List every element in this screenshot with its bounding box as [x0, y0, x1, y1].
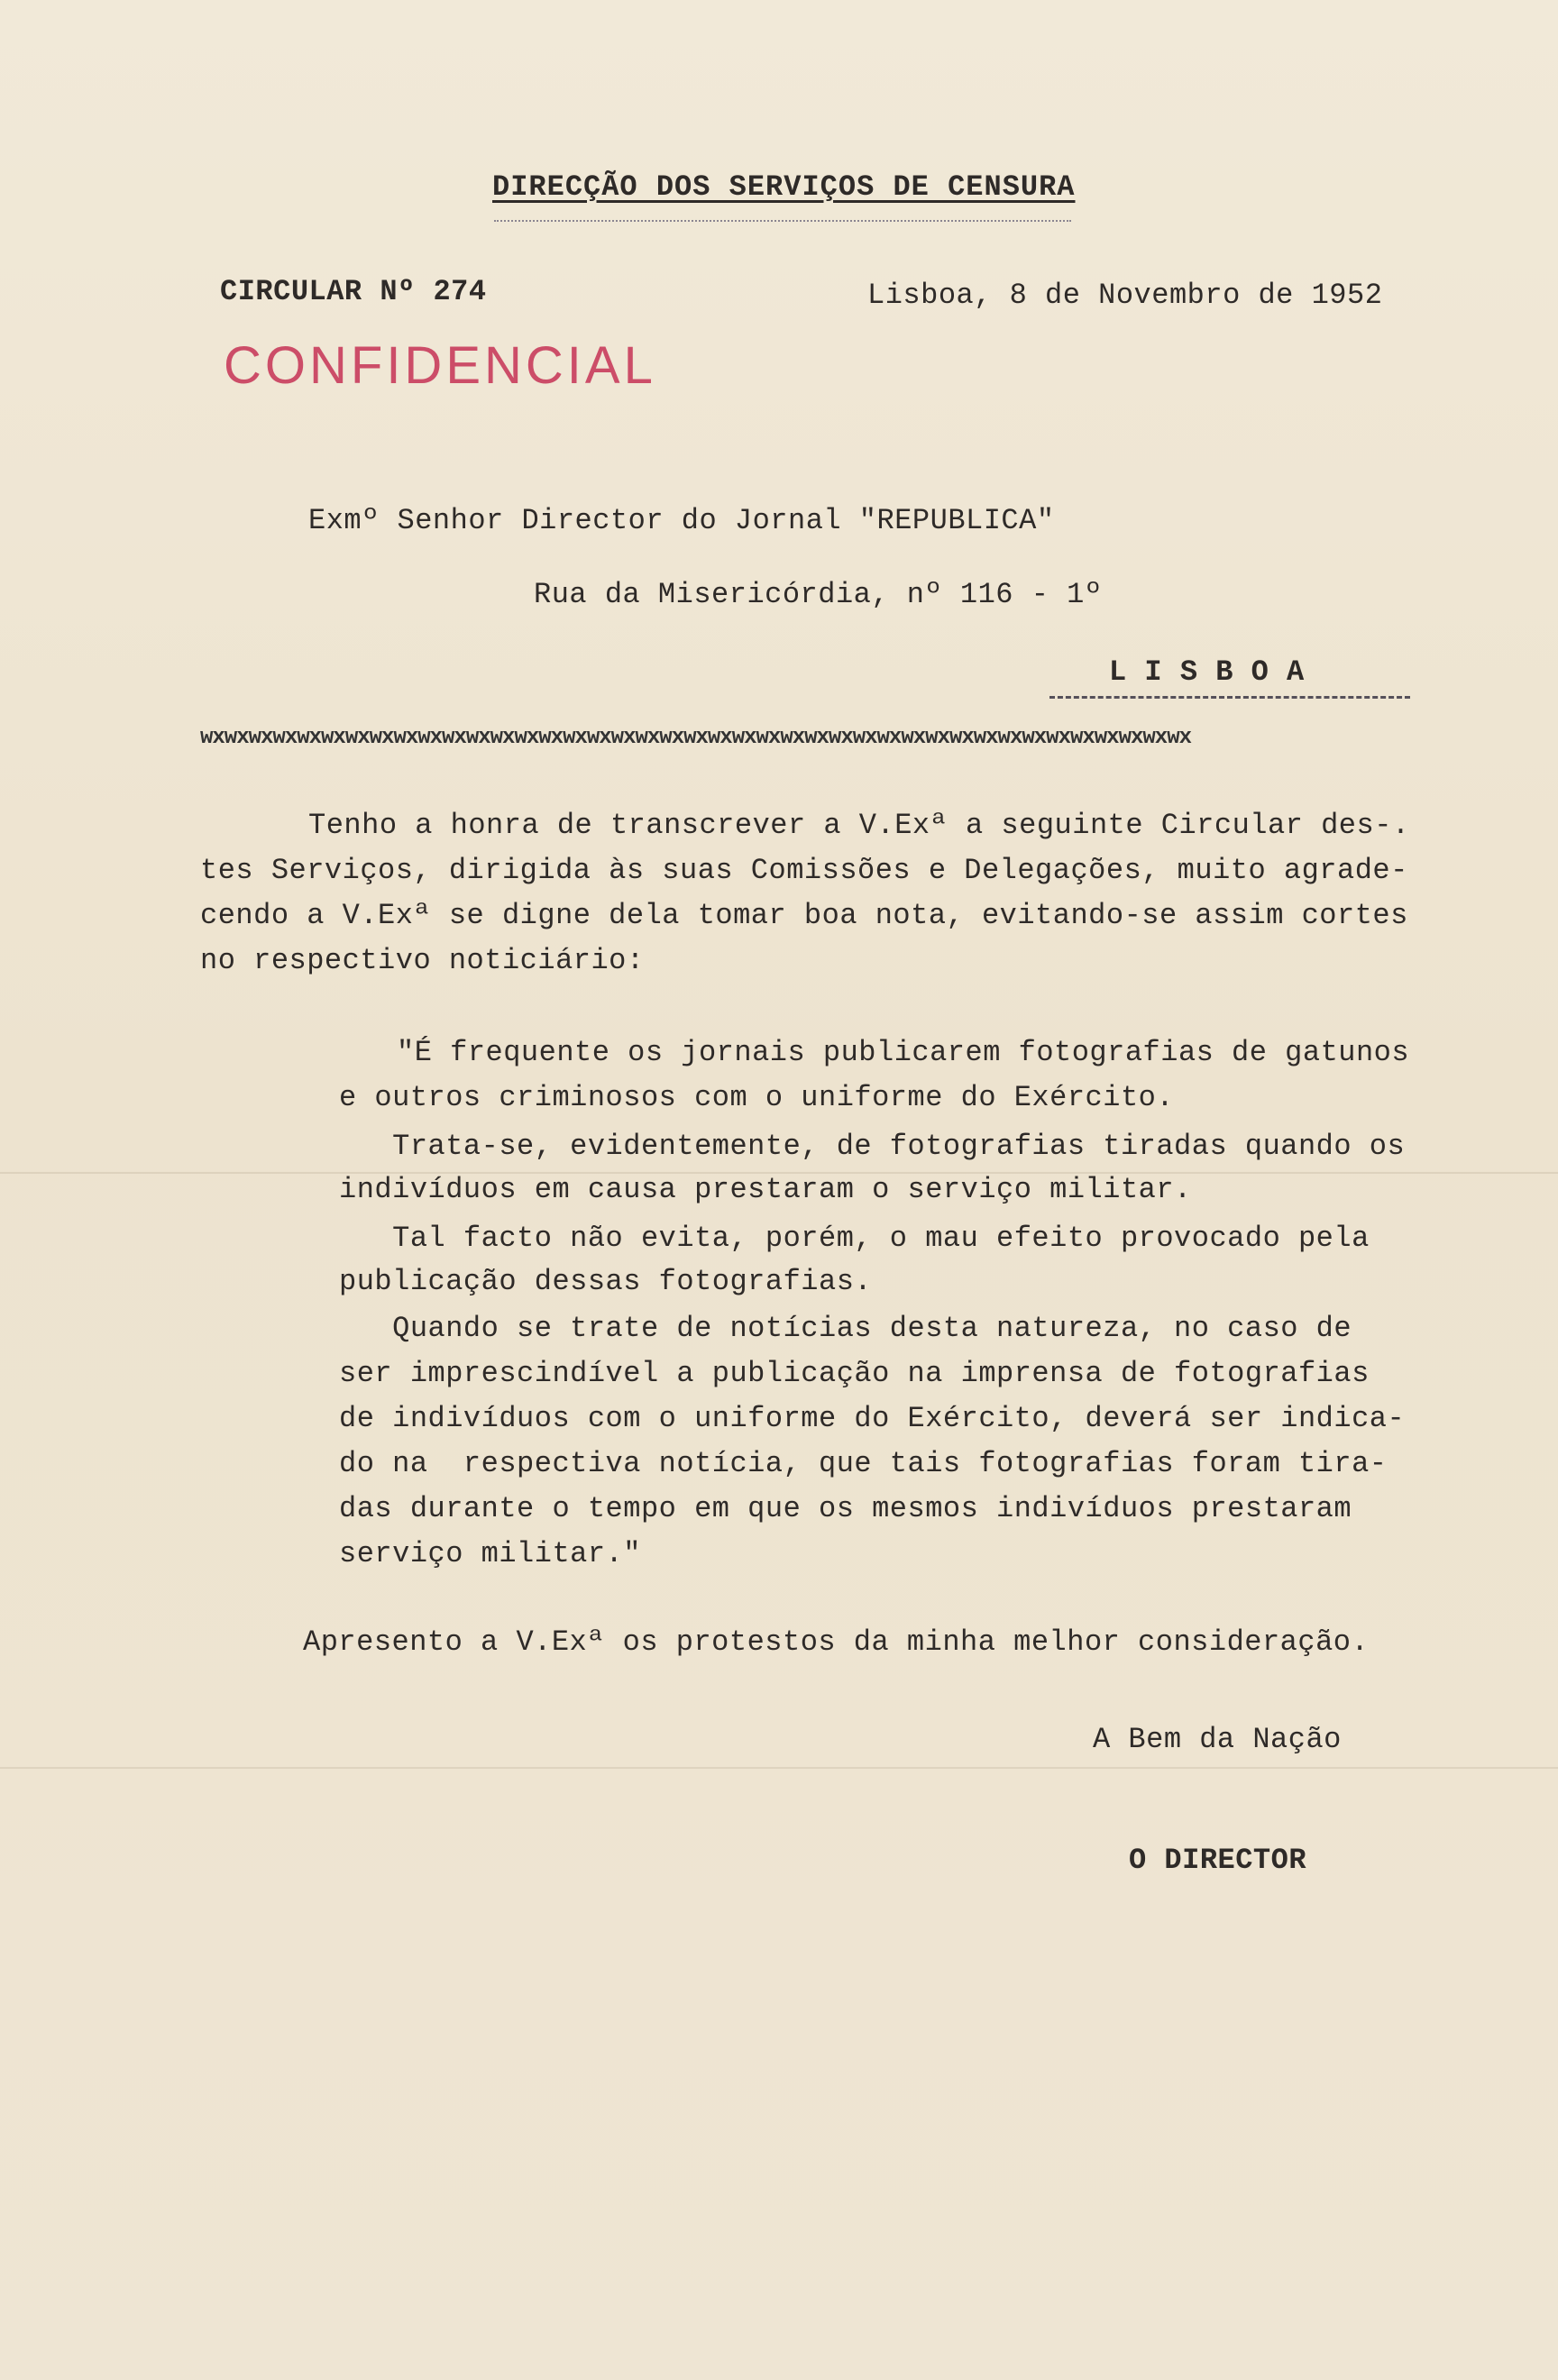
quote-line: do na respectiva notícia, que tais fotografias foram tira- [339, 1447, 1388, 1480]
quote-line: "É frequente os jornais publicarem fotografias de gatunos [397, 1036, 1410, 1069]
signature-title: O DIRECTOR [1129, 1844, 1307, 1877]
intro-line: Tenho a honra de transcrever a V.Exª a seguinte Circular des-. [308, 809, 1410, 842]
intro-line: no respectivo noticiário: [200, 944, 645, 977]
salutation: A Bem da Nação [1093, 1723, 1342, 1756]
confidential-stamp: CONFIDENCIAL [224, 336, 656, 395]
quote-line: Quando se trate de notícias desta natureza, no caso de [339, 1312, 1352, 1345]
quote-line: de indivíduos com o uniforme do Exército, deverá ser indica- [339, 1402, 1406, 1435]
quote-line: e outros criminosos com o uniforme do Exército. [339, 1081, 1175, 1114]
quote-line: das durante o tempo em que os mesmos indivíduos prestaram [339, 1492, 1352, 1525]
quote-line: Tal facto não evita, porém, o mau efeito provocado pela [339, 1222, 1370, 1255]
circular-number: CIRCULAR Nº 274 [220, 275, 487, 308]
quote-line: ser imprescindível a publicação na imprensa de fotografias [339, 1357, 1370, 1390]
place-date: Lisboa, 8 de Novembro de 1952 [867, 279, 1383, 312]
heading-rule [494, 220, 1071, 222]
closing-line: Apresento a V.Exª os protestos da minha melhor consideração. [303, 1625, 1370, 1659]
quote-line: publicação dessas fotografias. [339, 1265, 873, 1298]
quote-line: Trata-se, evidentemente, de fotografias tiradas quando os [339, 1130, 1406, 1163]
intro-line: cendo a V.Exª se digne dela tomar boa nota, evitando-se assim cortes [200, 899, 1408, 932]
city-line: L I S B O A [1109, 655, 1305, 689]
separator-line: wxwxwxwxwxwxwxwxwxwxwxwxwxwxwxwxwxwxwxwxwxwxwxwxwxwxwxwxwxwxwxwxwxwxwxwxwxwxwxwxwx [200, 726, 1191, 750]
paper-fold [0, 1767, 1558, 1769]
city-underline [1049, 696, 1410, 699]
quote-line: serviço militar." [339, 1537, 641, 1570]
intro-line: tes Serviços, dirigida às suas Comissões e Delegações, muito agrade- [200, 854, 1408, 887]
recipient-line: Exmº Senhor Director do Jornal "REPUBLICA" [308, 504, 1055, 537]
office-heading: DIRECÇÃO DOS SERVIÇOS DE CENSURA [492, 170, 1076, 204]
quote-line: indivíduos em causa prestaram o serviço militar. [339, 1173, 1192, 1206]
address-line: Rua da Misericórdia, nº 116 - 1º [534, 578, 1103, 611]
